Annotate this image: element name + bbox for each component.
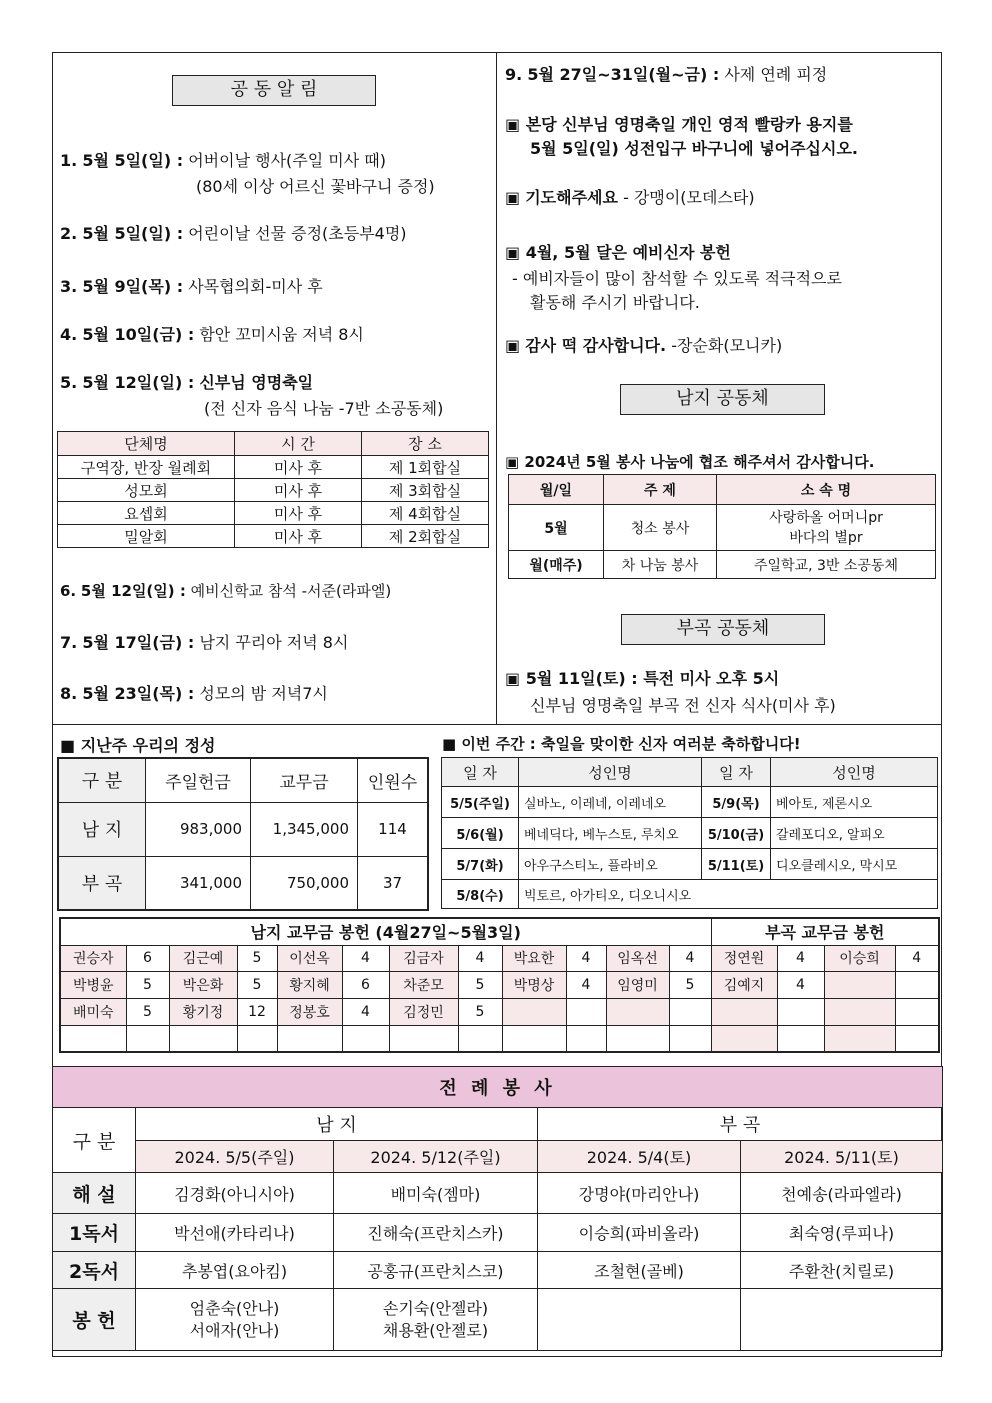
dues-amount: 4 [777,945,824,971]
dues-amount: 4 [669,945,711,971]
feast-saints: 디오클레시오, 막시모 [771,849,938,880]
liturgy-namji: 남 지 [136,1108,538,1141]
liturgy-role: 봉 헌 [53,1289,136,1351]
feast-saints: 갈레포디오, 알피오 [771,818,938,849]
dues-amount: 4 [566,971,606,998]
feast-date: 5/11(토) [702,849,771,880]
dues-amount [669,998,711,1025]
groups-cell: 밀알회 [58,525,235,548]
offering-header: 교무금 [251,758,358,802]
offering-header: 인원수 [358,758,429,802]
dues-name: 김정민 [389,998,458,1025]
notice-item-7: 7. 5월 17일(금) : 남지 꾸리아 저녁 8시 [60,633,349,652]
groups-cell: 요셉회 [58,502,235,525]
feast-date: 5/8(수) [442,880,519,909]
dues-name: 김예지 [711,971,777,998]
groups-header-place: 장 소 [362,432,489,456]
groups-cell: 제 1회합실 [362,456,489,479]
service-header-date: 월/일 [509,475,604,505]
dues-name: 박명상 [502,971,566,998]
groups-header-name: 단체명 [58,432,235,456]
liturgy-cell: 추봉엽(요아킴) [136,1252,334,1289]
dues-name: 박요한 [502,945,566,971]
liturgy-cell: 강명야(마리안나) [538,1173,741,1214]
dues-name [60,1025,126,1052]
groups-cell: 미사 후 [235,502,362,525]
groups-cell: 미사 후 [235,525,362,548]
dues-name [606,1025,669,1052]
dues-name [711,1025,777,1052]
service-cell-org: 주일학교, 3반 소공동체 [717,551,936,579]
dues-amount [342,1025,389,1052]
dues-name [389,1025,458,1052]
notice-catechumen-line1: - 예비자들이 많이 참석할 수 있도록 적극적으로 [512,269,842,288]
service-cell-topic: 차 나눔 봉사 [604,551,717,579]
dues-name: 황기정 [169,998,237,1025]
notice-palanca-line2: 5월 5일(일) 성전입구 바구니에 넣어주십시오. [530,139,859,158]
feast-saints: 아우구스티노, 플라비오 [519,849,702,880]
notice-item-5: 5. 5월 12일(일) : 신부님 영명축일 [60,373,314,392]
notice-item-8: 8. 5월 23일(목) : 성모의 밤 저녁7시 [60,684,328,703]
dues-amount [895,1025,939,1052]
liturgy-cell: 박선애(카타리나) [136,1214,334,1252]
groups-cell: 미사 후 [235,479,362,502]
dues-amount: 5 [237,945,277,971]
offering-cell: 983,000 [146,802,251,856]
feast-saints: 실바노, 이레네, 이레네오 [519,787,702,818]
liturgy-cell: 김경화(아니시아) [136,1173,334,1214]
feast-title: ■ 이번 주간 : 축일을 맞이한 신자 여러분 축하합니다! [442,735,801,753]
bugok-notice-line1: ▣ 5월 11일(토) : 특전 미사 오후 5시 [505,669,780,688]
joint-notice-title: 공 동 알 림 [172,75,376,106]
dues-name: 임영미 [606,971,669,998]
liturgy-cell: 조철현(골베) [538,1252,741,1289]
feast-header: 일 자 [442,758,519,787]
notice-item-1-sub: (80세 이상 어르신 꽃바구니 증정) [196,177,435,196]
dues-amount: 5 [458,998,502,1025]
notice-palanca: ▣ 본당 신부님 영명축일 개인 영적 빨랑카 용지를 [505,115,853,134]
liturgy-title: 전 례 봉 사 [53,1067,943,1108]
feast-date: 5/10(금) [702,818,771,849]
offering-cell: 37 [358,856,429,910]
groups-cell: 제 3회합실 [362,479,489,502]
groups-cell: 미사 후 [235,456,362,479]
groups-cell: 성모회 [58,479,235,502]
groups-cell: 구역장, 반장 월례회 [58,456,235,479]
bugok-dues-title: 부곡 교무금 봉헌 [711,918,939,945]
dues-amount: 4 [458,945,502,971]
groups-table [57,431,489,548]
dues-name: 이승희 [824,945,895,971]
offering-header: 구 분 [58,758,146,802]
dues-name: 정봉호 [277,998,342,1025]
service-cell-date: 5월 [509,505,604,551]
namji-notice: ▣ 2024년 5월 봉사 나눔에 협조 해주셔서 감사합니다. [505,453,875,471]
notice-catechumen: ▣ 4월, 5월 달은 예비신자 봉헌 [505,243,731,262]
dues-amount [895,998,939,1025]
feast-saints: 베네딕다, 베누스토, 루치오 [519,818,702,849]
service-header-topic: 주 제 [604,475,717,505]
notice-item-5-sub: (전 신자 음식 나눔 -7반 소공동체) [204,399,444,418]
column-divider [496,52,497,724]
dues-name [824,971,895,998]
dues-name: 차준모 [389,971,458,998]
liturgy-cell: 배미숙(젬마) [334,1173,538,1214]
notice-item-6: 6. 5월 12일(일) : 예비신학교 참석 -서준(라파엘) [60,582,392,600]
offering-table [57,757,429,911]
liturgy-date: 2024. 5/12(주일) [334,1141,538,1173]
dues-name [502,998,566,1025]
dues-amount: 6 [342,971,389,998]
dues-amount: 4 [342,998,389,1025]
dues-amount: 5 [126,971,169,998]
feast-header: 일 자 [702,758,771,787]
notice-item-4: 4. 5월 10일(금) : 함안 꼬미시움 저녁 8시 [60,325,364,344]
notice-item-1: 1. 5월 5일(일) : 어버이날 행사(주일 미사 때) [60,151,386,170]
dues-amount: 5 [669,971,711,998]
dues-name [502,1025,566,1052]
dues-name [824,998,895,1025]
feast-header: 성인명 [771,758,938,787]
feast-table [441,757,938,909]
dues-amount [458,1025,502,1052]
liturgy-table [52,1066,943,1351]
liturgy-cell [538,1289,741,1351]
offering-cell: 114 [358,802,429,856]
liturgy-role: 1독서 [53,1214,136,1252]
groups-cell: 제 2회합실 [362,525,489,548]
dues-amount: 4 [342,945,389,971]
liturgy-date: 2024. 5/5(주일) [136,1141,334,1173]
dues-amount [126,1025,169,1052]
feast-date: 5/6(월) [442,818,519,849]
liturgy-cell: 손기숙(안젤라) 채용환(안젤로) [334,1289,538,1351]
dues-name [711,998,777,1025]
feast-saints: 베아토, 제론시오 [771,787,938,818]
namji-service-table [508,474,936,579]
dues-name: 김금자 [389,945,458,971]
dues-amount: 12 [237,998,277,1025]
feast-date: 5/9(목) [702,787,771,818]
offering-title: ■ 지난주 우리의 정성 [60,736,216,755]
liturgy-date: 2024. 5/11(토) [741,1141,943,1173]
offering-cell: 1,345,000 [251,802,358,856]
dues-amount [895,971,939,998]
dues-name [824,1025,895,1052]
liturgy-cell: 주환찬(치릴로) [741,1252,943,1289]
dues-amount [566,998,606,1025]
dues-name: 박병윤 [60,971,126,998]
dues-amount [777,1025,824,1052]
service-cell-topic: 청소 봉사 [604,505,717,551]
dues-amount: 4 [566,945,606,971]
feast-saints: 빅토르, 아가티오, 디오니시오 [519,880,938,909]
dues-name: 김근예 [169,945,237,971]
dues-name: 임옥선 [606,945,669,971]
offering-row-label: 남 지 [58,802,146,856]
dues-table [59,917,940,1053]
dues-amount: 5 [126,998,169,1025]
liturgy-role: 해 설 [53,1173,136,1214]
dues-name: 이선옥 [277,945,342,971]
liturgy-cell: 최숙영(루피나) [741,1214,943,1252]
service-header-org: 소 속 명 [717,475,936,505]
dues-amount: 6 [126,945,169,971]
liturgy-cell: 공홍규(프란치스코) [334,1252,538,1289]
dues-amount: 4 [777,971,824,998]
dues-name: 정연원 [711,945,777,971]
dues-name: 박은화 [169,971,237,998]
offering-row-label: 부 곡 [58,856,146,910]
liturgy-cell [741,1289,943,1351]
feast-header: 성인명 [519,758,702,787]
liturgy-role: 2독서 [53,1252,136,1289]
notice-item-2: 2. 5월 5일(일) : 어린이날 선물 증정(초등부4명) [60,224,407,243]
offering-cell: 750,000 [251,856,358,910]
dues-amount [237,1025,277,1052]
dues-amount: 5 [458,971,502,998]
dues-amount [669,1025,711,1052]
namji-dues-title: 남지 교무금 봉헌 (4월27일~5월3일) [60,918,711,945]
liturgy-gubun: 구 분 [53,1108,136,1173]
dues-amount [566,1025,606,1052]
notice-catechumen-line2: 활동해 주시기 바랍니다. [530,293,700,312]
notice-item-9: 9. 5월 27일~31일(월~금) : 사제 연례 피정 [505,65,828,84]
namji-community-title: 남지 공동체 [620,384,825,415]
groups-cell: 제 4회합실 [362,502,489,525]
notice-prayer: ▣ 기도해주세요 - 강맹이(모데스타) [505,188,755,207]
offering-header: 주일헌금 [146,758,251,802]
dues-amount: 4 [895,945,939,971]
bugok-notice-line2: 신부님 영명축일 부곡 전 신자 식사(미사 후) [530,696,836,715]
service-cell-date: 월(매주) [509,551,604,579]
dues-name [277,1025,342,1052]
feast-date: 5/7(화) [442,849,519,880]
dues-amount [777,998,824,1025]
liturgy-bugok: 부 곡 [538,1108,943,1141]
feast-date: 5/5(주일) [442,787,519,818]
offering-cell: 341,000 [146,856,251,910]
bugok-community-title: 부곡 공동체 [621,614,825,645]
dues-amount: 5 [237,971,277,998]
liturgy-cell: 엄춘숙(안나) 서애자(안나) [136,1289,334,1351]
liturgy-cell: 이승희(파비올라) [538,1214,741,1252]
dues-name: 권승자 [60,945,126,971]
dues-name: 배미숙 [60,998,126,1025]
dues-name [606,998,669,1025]
service-cell-org: 사랑하올 어머니pr 바다의 별pr [717,505,936,551]
notice-thanks: ▣ 감사 떡 감사합니다. -장순화(모니카) [505,336,783,355]
notice-item-3: 3. 5월 9일(목) : 사목협의회-미사 후 [60,277,323,296]
dues-name: 황지혜 [277,971,342,998]
section-divider [52,724,942,725]
liturgy-cell: 진해숙(프란치스카) [334,1214,538,1252]
liturgy-cell: 천예송(라파엘라) [741,1173,943,1214]
liturgy-date: 2024. 5/4(토) [538,1141,741,1173]
dues-name [169,1025,237,1052]
groups-header-time: 시 간 [235,432,362,456]
